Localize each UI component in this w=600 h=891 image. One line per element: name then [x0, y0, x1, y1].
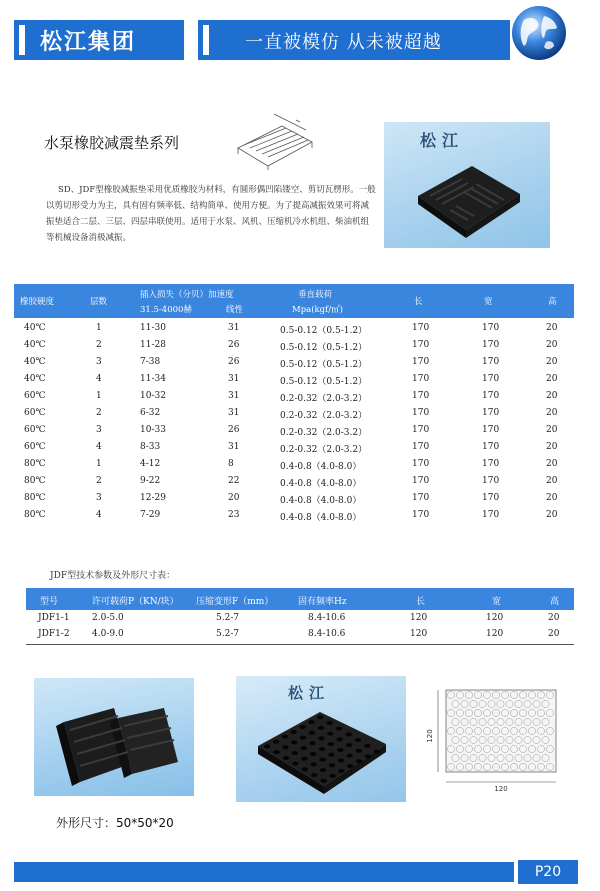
table-row — [14, 456, 574, 473]
product-photo-top — [384, 122, 550, 248]
cell-width: 120 — [486, 629, 504, 639]
cell-hardness: 80℃ — [24, 459, 46, 469]
cell-height: 20 — [546, 459, 558, 469]
product-photo-stacked — [34, 678, 194, 796]
col-freq: 固有频率Hz — [298, 597, 347, 607]
cell-loss: 4-12 — [140, 459, 161, 469]
cell-hardness: 80℃ — [24, 510, 46, 520]
col-width: 宽 — [492, 597, 502, 607]
cell-layers: 4 — [96, 442, 102, 452]
cell-loss: 7-29 — [140, 510, 161, 520]
cell-hardness: 60℃ — [24, 408, 46, 418]
cell-load: 4.0-9.0 — [92, 629, 124, 639]
col-height: 高 — [550, 597, 560, 607]
cell-loss: 11-34 — [140, 374, 166, 384]
cell-layers: 2 — [96, 340, 102, 350]
cell-load: 0.4-0.8（4.0-8.0） — [280, 462, 362, 472]
cell-height: 20 — [546, 510, 558, 520]
dim-horizontal-label: 120 — [494, 785, 508, 793]
cell-hardness: 40℃ — [24, 340, 46, 350]
cell-height: 20 — [546, 493, 558, 503]
dimension-drawing — [428, 684, 568, 794]
cell-layers: 4 — [96, 510, 102, 520]
cell-hardness: 40℃ — [24, 374, 46, 384]
page-number: P20 — [518, 860, 578, 884]
cell-height: 20 — [546, 374, 558, 384]
table-header — [14, 284, 574, 318]
col-loss: 插入损失（分贝）加速度 — [140, 290, 234, 300]
cell-load: 2.0-5.0 — [92, 613, 124, 623]
cell-model: JDF1-2 — [38, 629, 70, 639]
cell-height: 20 — [548, 629, 560, 639]
col-permit-load: 许可载荷P（KN/块） — [92, 597, 179, 607]
table-bottom-rule — [26, 644, 574, 645]
cell-width: 170 — [482, 340, 500, 350]
section-title: 水泵橡胶减震垫系列 — [44, 134, 180, 152]
rubber-pad-image — [410, 154, 526, 238]
cell-linear: 23 — [228, 510, 240, 520]
cell-linear: 20 — [228, 493, 240, 503]
col-layers: 层数 — [90, 297, 108, 307]
cell-layers: 4 — [96, 374, 102, 384]
cell-freq: 8.4-10.6 — [308, 613, 346, 623]
cell-hardness: 80℃ — [24, 476, 46, 486]
cell-length: 170 — [412, 391, 430, 401]
table-header — [26, 588, 574, 610]
col-height: 高 — [548, 297, 557, 307]
cell-height: 20 — [546, 357, 558, 367]
cell-width: 170 — [482, 442, 500, 452]
col-length: 长 — [416, 597, 426, 607]
table-row — [14, 388, 574, 405]
cell-height: 20 — [546, 442, 558, 452]
cell-load: 0.4-0.8（4.0-8.0） — [280, 513, 362, 523]
slogan: 一直被模仿 从未被超越 — [245, 32, 442, 53]
col-linear: 线性 — [226, 305, 244, 315]
table-row — [14, 320, 574, 337]
cell-width: 170 — [482, 493, 500, 503]
cell-linear: 26 — [228, 357, 240, 367]
cell-linear: 31 — [228, 391, 240, 401]
table2-caption: JDF型技术参数及外形尺寸表： — [50, 571, 176, 581]
cell-hardness: 60℃ — [24, 425, 46, 435]
cell-deform: 5.2-7 — [216, 613, 240, 623]
dim-vertical-label: 120 — [426, 729, 434, 743]
cell-loss: 8-33 — [140, 442, 161, 452]
cell-layers: 1 — [96, 391, 102, 401]
cell-length: 120 — [410, 613, 428, 623]
table-row — [14, 490, 574, 507]
cell-width: 170 — [482, 357, 500, 367]
cell-length: 170 — [412, 340, 430, 350]
cell-length: 170 — [412, 510, 430, 520]
cell-width: 170 — [482, 459, 500, 469]
table-row — [14, 473, 574, 490]
cell-load: 0.2-0.32（2.0-3.2） — [280, 445, 368, 455]
cell-loss: 11-28 — [140, 340, 166, 350]
cell-deform: 5.2-7 — [216, 629, 240, 639]
cell-loss: 9-22 — [140, 476, 161, 486]
cell-width: 170 — [482, 510, 500, 520]
cell-loss: 10-32 — [140, 391, 166, 401]
product-photo-dotted — [236, 676, 406, 802]
cell-width: 170 — [482, 374, 500, 384]
cell-load: 0.4-0.8（4.0-8.0） — [280, 496, 362, 506]
col-load: 垂直载荷 — [298, 290, 333, 300]
cell-layers: 3 — [96, 357, 102, 367]
col-model: 型号 — [40, 597, 59, 607]
cell-linear: 31 — [228, 408, 240, 418]
photo-watermark: 松江 — [420, 131, 465, 150]
cell-linear: 31 — [228, 442, 240, 452]
cell-height: 20 — [546, 391, 558, 401]
cell-load: 0.2-0.32（2.0-3.2） — [280, 394, 368, 404]
cell-linear: 31 — [228, 374, 240, 384]
cell-load: 0.5-0.12（0.5-1.2） — [280, 377, 368, 387]
cell-layers: 3 — [96, 493, 102, 503]
col-hardness: 橡胶硬度 — [20, 297, 55, 307]
cell-loss: 12-29 — [140, 493, 166, 503]
col-load-sub: Mpa(kgf/㎡) — [292, 305, 343, 315]
product-description: SD、JDF型橡胶减振垫采用优质橡胶为材料，有圆形偶凹陷镂空、剪切瓦楞形。一般以剪切形受力为主，具有固有频率低、结构简单、使用方便。为了提高减振效果可将减振垫适合二层、三层、四层串联使用。适用于水泵、风机、压缩机冷水机组、柴油机组等机械设备消极减振。 — [46, 185, 376, 243]
cell-load: 0.4-0.8（4.0-8.0） — [280, 479, 362, 489]
cell-length: 170 — [412, 476, 430, 486]
cell-linear: 26 — [228, 425, 240, 435]
col-width: 宽 — [484, 297, 493, 307]
cell-layers: 2 — [96, 408, 102, 418]
table-row — [14, 405, 574, 422]
cell-loss: 6-32 — [140, 408, 161, 418]
cell-length: 170 — [412, 425, 430, 435]
table-row — [26, 626, 574, 642]
cell-load: 0.5-0.12（0.5-1.2） — [280, 343, 368, 353]
table-row — [14, 422, 574, 439]
col-deform: 压缩变形F（mm） — [196, 597, 274, 607]
table-body — [26, 610, 574, 642]
cell-length: 170 — [412, 374, 430, 384]
cell-linear: 31 — [228, 323, 240, 333]
cell-loss: 10-33 — [140, 425, 166, 435]
table-row — [14, 439, 574, 456]
col-loss-sub: 31.5-4000赫 — [140, 305, 192, 315]
table-row — [14, 507, 574, 524]
cell-loss: 7-38 — [140, 357, 161, 367]
table-row — [14, 371, 574, 388]
cell-width: 170 — [482, 391, 500, 401]
table-body — [14, 320, 574, 524]
cell-hardness: 40℃ — [24, 323, 46, 333]
cell-height: 20 — [546, 476, 558, 486]
cell-load: 0.5-0.12（0.5-1.2） — [280, 360, 368, 370]
cell-load: 0.2-0.32（2.0-3.2） — [280, 411, 368, 421]
cell-linear: 22 — [228, 476, 240, 486]
spec-table-sd — [14, 284, 574, 524]
cell-linear: 8 — [228, 459, 234, 469]
table-row — [14, 337, 574, 354]
spec-table-jdf — [26, 588, 574, 642]
cell-load: 0.2-0.32（2.0-3.2） — [280, 428, 368, 438]
cell-layers: 1 — [96, 459, 102, 469]
table-row — [26, 610, 574, 626]
cell-width: 170 — [482, 425, 500, 435]
cell-loss: 11-30 — [140, 323, 166, 333]
cell-height: 20 — [546, 408, 558, 418]
cell-height: 20 — [546, 340, 558, 350]
cell-length: 170 — [412, 357, 430, 367]
page-header — [0, 0, 600, 80]
cell-height: 20 — [548, 613, 560, 623]
cell-length: 170 — [412, 323, 430, 333]
photo-watermark: 松江 — [288, 684, 331, 702]
cell-width: 120 — [486, 613, 504, 623]
cell-length: 120 — [410, 629, 428, 639]
cell-layers: 3 — [96, 425, 102, 435]
brand-name: 松江集团 — [40, 30, 137, 55]
cell-hardness: 60℃ — [24, 442, 46, 452]
cell-model: JDF1-1 — [38, 613, 70, 623]
cell-hardness: 40℃ — [24, 357, 46, 367]
cell-hardness: 80℃ — [24, 493, 46, 503]
cell-length: 170 — [412, 408, 430, 418]
cell-height: 20 — [546, 425, 558, 435]
col-length: 长 — [414, 297, 423, 307]
cell-layers: 2 — [96, 476, 102, 486]
cell-length: 170 — [412, 493, 430, 503]
cell-length: 170 — [412, 442, 430, 452]
cell-width: 170 — [482, 323, 500, 333]
cell-height: 20 — [546, 323, 558, 333]
pad-diagram — [234, 108, 314, 170]
cell-width: 170 — [482, 408, 500, 418]
cell-width: 170 — [482, 476, 500, 486]
cell-freq: 8.4-10.6 — [308, 629, 346, 639]
cell-layers: 1 — [96, 323, 102, 333]
table-row — [14, 354, 574, 371]
cell-hardness: 60℃ — [24, 391, 46, 401]
globe-icon — [510, 4, 568, 62]
cell-length: 170 — [412, 459, 430, 469]
rubber-block-image — [34, 678, 194, 796]
cell-linear: 26 — [228, 340, 240, 350]
footer-bar — [14, 862, 514, 882]
size-caption: 外形尺寸：50*50*20 — [56, 816, 174, 830]
cell-load: 0.5-0.12（0.5-1.2） — [280, 326, 368, 336]
